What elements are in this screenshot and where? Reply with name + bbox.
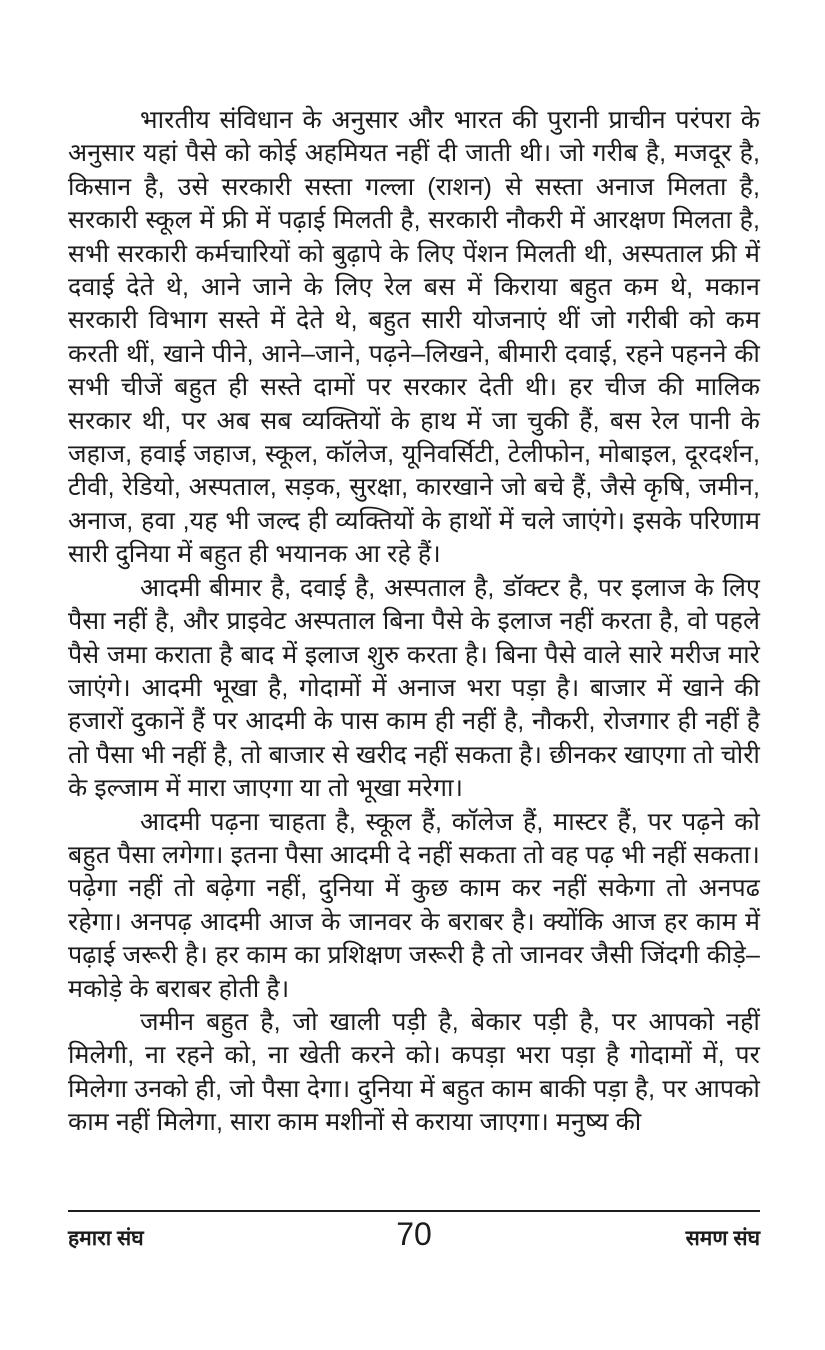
paragraph: जमीन बहुत है, जो खाली पड़ी है, बेकार पड़ी है, पर आपको नहीं मिलेगी, ना रहने को, ना खेती करने को। कपड़ा भरा पड़ा है गोदामों में, पर मिलेगा उनको ही, जो पैसा देगा। दुनिया में बहुत काम बाकी पड़ा है, पर आपको काम नहीं मिलेगा, सारा काम मशीनों से कराया जाएगा। मनुष्य की [68,1007,760,1137]
paragraph: आदमी बीमार है, दवाई है, अस्पताल है, डॉक्टर है, पर इलाज के लिए पैसा नहीं है, और प्राइवेट अस्पताल बिना पैसे के इलाज नहीं करता है, वो पहले पैसे जमा कराता है बाद में इलाज शुरु करता है। बिना पैसे वाले सारे मरीज मारे जाएंगे। आदमी भूखा है, गोदामों में अनाज भरा पड़ा है। बाजार में खाने की हजारों दुकानें हैं पर आदमी के पास काम ही नहीं है, नौकरी, रोजगार ही नहीं है तो पैसा भी नहीं है, तो बाजार से खरीद नहीं सकता है। छीनकर खाएगा तो चोरी के इल्जाम में मारा जाएगा या तो भूखा मरेगा। [68,573,760,803]
paragraph: भारतीय संविधान के अनुसार और भारत की पुरानी प्राचीन परंपरा के अनुसार यहां पैसे को कोई अहमियत नहीं दी जाती थी। जो गरीब है, मजदूर है, किसान है, उसे सरकारी सस्ता गल्ला (राशन) से सस्ता अनाज मिलता है, सरकारी स्कूल में फ्री में पढ़ाई मिलती है, सरकारी नौकरी में आरक्षण मिलता है, सभी सरकारी कर्मचारियों को बुढ़ापे के लिए पेंशन मिलती थी, अस्पताल फ्री में दवाई देते थे, आने जाने के लिए रेल बस में किराया बहुत कम थे, मकान सरकारी विभाग सस्ते में देते थे, बहुत सारी योजनाएं थीं जो गरीबी को कम करती थीं, खाने पीने, आने–जाने, पढ़ने–लिखने, बीमारी दवाई, रहने पहनने की सभी चीजें बहुत ही सस्ते दामों पर सरकार देती थी। हर चीज की मालिक सरकार थी, पर अब सब व्यक्तियों के हाथ में जा चुकी हैं, बस रेल पानी के जहाज, हवाई जहाज, स्कूल, कॉलेज, यूनिवर्सिटी, टेलीफोन, मोबाइल, दूरदर्शन, टीवी, रेडियो, अस्पताल, सड़क, सुरक्षा, कारखाने जो बचे हैं, जैसे कृषि, जमीन, अनाज, हवा ,यह भी जल्द ही व्यक्तियों के हाथों में चले जाएंगे। इसके परिणाम सारी दुनिया में बहुत ही भयानक आ रहे हैं। [68,106,760,569]
page-body-text [68,104,760,1140]
paragraph: आदमी पढ़ना चाहता है, स्कूल हैं, कॉलेज हैं, मास्टर हैं, पर पढ़ने को बहुत पैसा लगेगा। इतना पैसा आदमी दे नहीं सकता तो वह पढ़ भी नहीं सकता। पढ़ेगा नहीं तो बढ़ेगा नहीं, दुनिया में कुछ काम कर नहीं सकेगा तो अनपढ रहेगा। अनपढ़ आदमी आज के जानवर के बराबर है। क्योंकि आज हर काम में पढ़ाई जरूरी है। हर काम का प्रशिक्षण जरूरी है तो जानवर जैसी जिंदगी कीड़े–मकोड़े के बराबर होती है। [68,807,760,1003]
page-footer [68,1210,760,1253]
page-number: 70 [396,1216,432,1252]
footer-right-title: समण संघ [685,1227,760,1250]
footer-left-title: हमारा संघ [68,1227,144,1250]
